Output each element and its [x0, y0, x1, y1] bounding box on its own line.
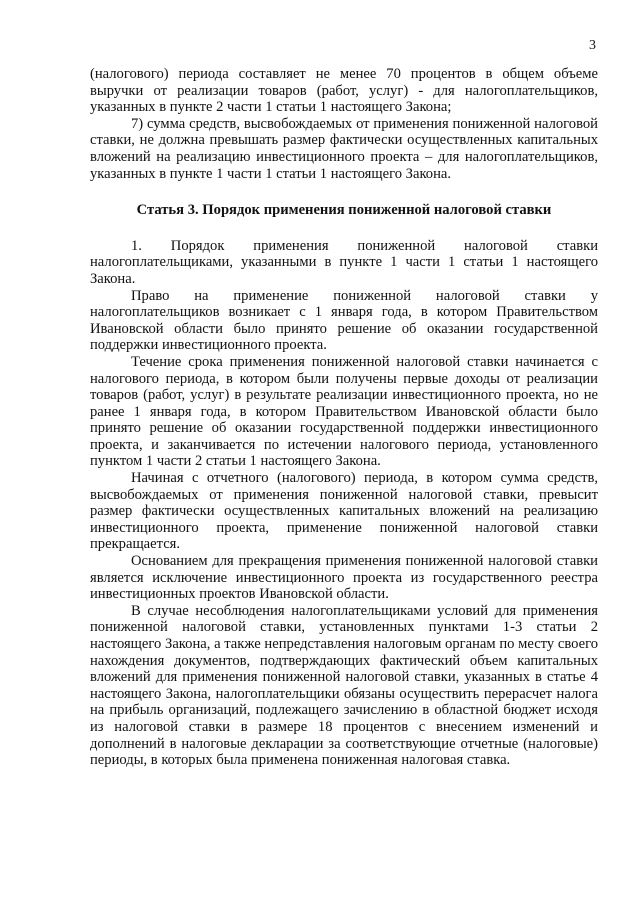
item-7-paragraph: 7) сумма средств, высвобождаемых от применения пониженной налоговой ставки, не должна превышать размер фактически осуществленных капитальных вложений на реализацию инвестиционного проекта – для налогоплательщиков, указанных в пункте 1 части 1 статьи 1 настоящего Закона. — [90, 115, 598, 182]
article-3-heading: Статья 3. Порядок применения пониженной налоговой ставки — [136, 202, 552, 219]
article-3-paragraph: 1. Порядок применения пониженной налоговой ставки налогоплательщиками, указанными в пункте 1 части 1 статьи 1 настоящего Закона. — [90, 237, 598, 287]
page-number: 3 — [589, 38, 596, 53]
article-3-paragraph: Право на применение пониженной налоговой ставки у налогоплательщиков возникает с 1 января года, в котором Правительством Ивановской области было принято решение об оказании государственной поддержки инвестиционного проекта. — [90, 287, 598, 354]
article-3-paragraph: В случае несоблюдения налогоплательщиками условий для применения пониженной налоговой ставки, установленных пунктами 1-3 статьи 2 настоящего Закона, а также непредставления налоговым органам по месту своего нахождения документов, подтверждающих фактический объем капитальных вложений для применения пониженной налоговой ставки, указанных в статье 4 настоящего Закона, налогоплательщики обязаны осуществить перерасчет налога на прибыль организаций, подлежащего зачислению в областной бюджет исходя из налоговой ставки в размере 18 процентов с внесением изменений и дополнений в налоговые декларации за соответствующие отчетные (налоговые) периоды, в которых была применена пониженная налоговая ставка. — [90, 602, 598, 769]
article-3-paragraph: Начиная с отчетного (налогового) периода, в котором сумма средств, высвобождаемых от применения пониженной налоговой ставки, превысит размер фактически осуществленных капитальных вложений на реализацию инвестиционного проекта, применение пониженной налоговой ставки прекращается. — [90, 470, 598, 553]
continuation-paragraph: (налогового) периода составляет не менее 70 процентов в общем объеме выручки от реализации товаров (работ, услуг) - для налогоплательщиков, указанных в пункте 2 части 1 статьи 1 настоящего Закона; — [90, 66, 598, 116]
document-body — [90, 66, 598, 769]
article-3-paragraph: Основанием для прекращения применения пониженной налоговой ставки является исключение инвестиционного проекта из государственного реестра инвестиционных проектов Ивановской области. — [90, 553, 598, 603]
article-3-paragraph: Течение срока применения пониженной налоговой ставки начинается с налогового периода, в котором были получены первые доходы от реализации товаров (работ, услуг) в результате реализации инвестиционного проекта, но не ранее 1 января года, в котором Правительством Ивановской области было принято решение об оказании государственной поддержки инвестиционного проекта, и заканчивается по истечении налогового периода, установленного пунктом 1 части 2 статьи 1 настоящего Закона. — [90, 353, 598, 470]
